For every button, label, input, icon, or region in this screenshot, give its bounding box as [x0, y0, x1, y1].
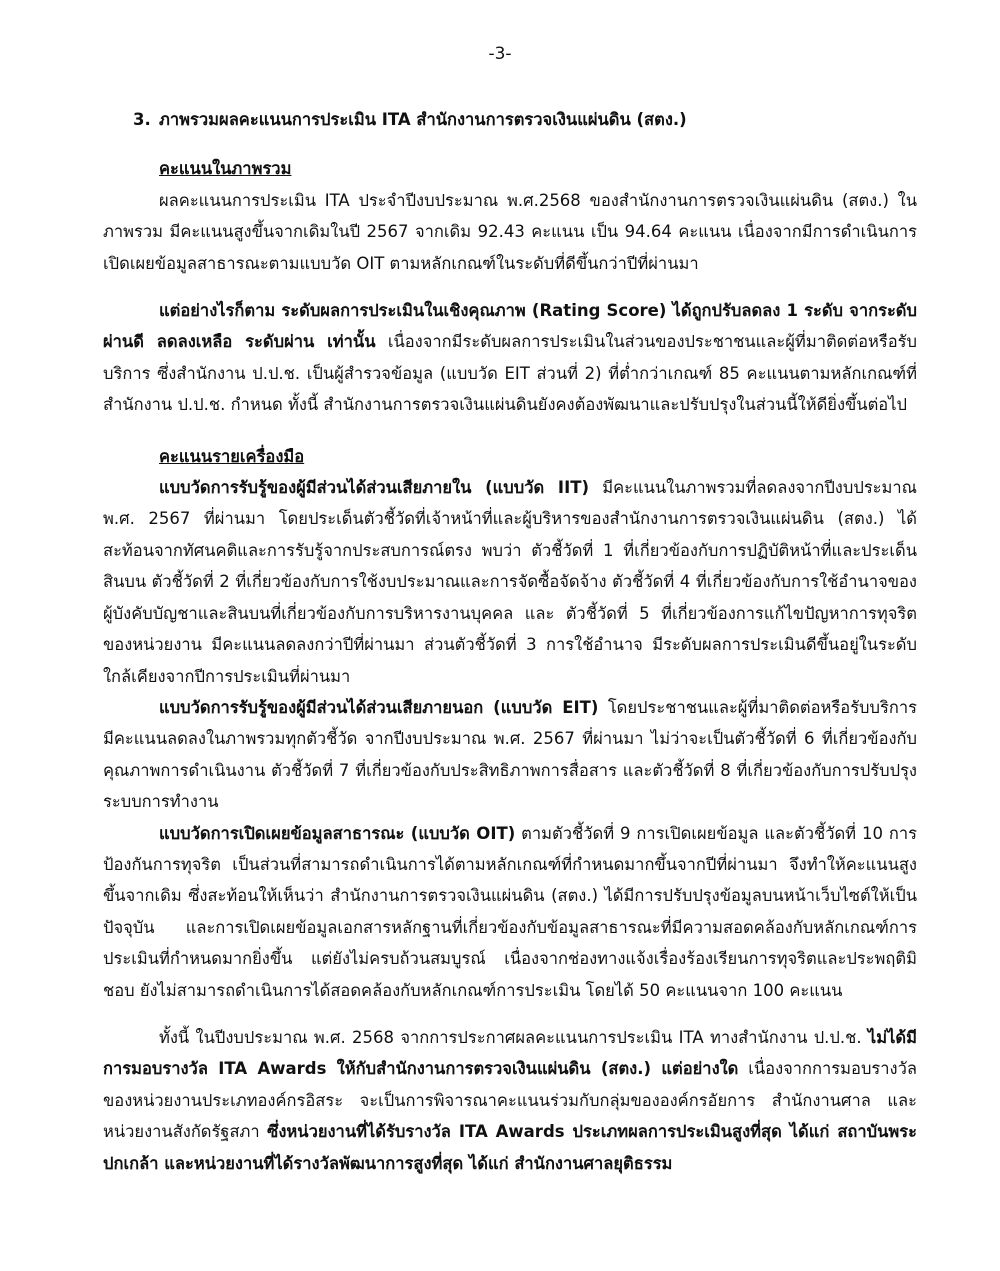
eit-title: แบบวัดการรับรู้ของผู้มีส่วนได้ส่วนเสียภายนอก (แบบวัด EIT) [159, 697, 599, 717]
closing-text-2: เนื่องจากการมอบรางวัลของหน่วยงานประเภทองค์กรอิสระ จะเป็นการพิจารณาคะแนนร่วมกับกลุ่มขององค์กรอัยการ สำนักงานศาล และหน่วยงานสังกัดรัฐสภา [103, 1059, 917, 1142]
section-title: ภาพรวมผลคะแนนการประเมิน ITA สำนักงานการตรวจเงินแผ่นดิน (สตง.) [159, 110, 687, 129]
section-number: 3. [133, 110, 151, 129]
iit-text: มีคะแนนในภาพรวมที่ลดลงจากปีงบประมาณ พ.ศ. 2567 ที่ผ่านมา โดยประเด็นตัวชี้วัดที่เจ้าหน้าที่และผู้บริหารของสำนักงานการตรวจเงินแผ่นดิน (สตง.) ได้สะท้อนจากทัศนคติและการรับรู้จากประสบการณ์ตรง พบว่า ตัวชี้วัดที่ 1 ที่เกี่ยวข้องกับการปฏิบัติหน้าที่และประเด็นสินบน ตัวชี้วัดที่ 2 ที่เกี่ยวข้องกับการใช้งบประมาณและการจัดซื้อจัดจ้าง ตัวชี้วัดที่ 4 ที่เกี่ยวข้องกับการใช้อำนาจของผู้บังคับบัญชาและสินบนที่เกี่ยวข้องกับการบริหารงานบุคคล และ ตัวชี้วัดที่ 5 ที่เกี่ยวข้องการแก้ไขปัญหาการทุจริตของหน่วยงาน มีคะแนนลดลงกว่าปีที่ผ่านมา ส่วนตัวชี้วัดที่ 3 การใช้อำนาจ มีระดับผลการประเมินดีขึ้นอยู่ในระดับใกล้เคียงจากปีการประเมินที่ผ่านมา [103, 478, 917, 686]
overall-paragraph-2 [103, 295, 917, 421]
closing-text-1: ทั้งนี้ ในปีงบประมาณ พ.ศ. 2568 จากการประกาศผลคะแนนการประเมิน ITA ทางสำนักงาน ป.ป.ช. [159, 1027, 868, 1047]
eit-paragraph [103, 692, 917, 818]
overall-paragraph-1-text: ผลคะแนนการประเมิน ITA ประจำปีงบประมาณ พ.ศ.2568 ของสำนักงานการตรวจเงินแผ่นดิน (สตง.) ในภาพรวม มีคะแนนสูงขึ้นจากเดิมในปี 2567 จากเดิม 92.43 คะแนน เป็น 94.64 คะแนน เนื่องจากมีการดำเนินการเปิดเผยข้อมูลสาธารณะตามแบบวัด OIT ตามหลักเกณฑ์ในระดับที่ดีขึ้นกว่าปีที่ผ่านมา [103, 190, 917, 273]
overall-paragraph-2-text: เนื่องจากมีระดับผลการประเมินในส่วนของประชาชนและผู้ที่มาติดต่อหรือรับบริการ ซึ่งสำนักงาน ป.ป.ช. เป็นผู้สำรวจข้อมูล (แบบวัด EIT ส่วนที่ 2) ที่ต่ำกว่าเกณฑ์ 85 คะแนนตามหลักเกณฑ์ที่สำนักงาน ป.ป.ช. กำหนด ทั้งนี้ สำนักงานการตรวจเงินแผ่นดินยังคงต้องพัฒนาและปรับปรุงในส่วนนี้ให้ดียิ่งขึ้นต่อไป [103, 332, 917, 415]
overall-score-heading: คะแนนในภาพรวม [159, 159, 292, 179]
document-body [103, 104, 917, 1179]
section-heading [103, 104, 917, 135]
rating-score-emphasis: แต่อย่างไรก็ตาม ระดับผลการประเมินในเชิงคุณภาพ (Rating Score) ได้ถูกปรับลดลง 1 ระดับ จากระดับผ่านดี ลดลงเหลือ ระดับผ่าน เท่านั้น [103, 301, 917, 352]
eit-text: โดยประชาชนและผู้ที่มาติดต่อหรือรับบริการ มีคะแนนลดลงในภาพรวมทุกตัวชี้วัด จากปีงบประมาณ พ.ศ. 2567 ที่ผ่านมา ไม่ว่าจะเป็นตัวชี้วัดที่ 6 ที่เกี่ยวข้องกับคุณภาพการดำเนินงาน ตัวชี้วัดที่ 7 ที่เกี่ยวข้องกับประสิทธิภาพการสื่อสาร และตัวชี้วัดที่ 8 ที่เกี่ยวข้องกับการปรับปรุงระบบการทำงาน [103, 697, 917, 812]
closing-paragraph [103, 1022, 917, 1179]
page-number: -3- [488, 44, 512, 64]
iit-title: แบบวัดการรับรู้ของผู้มีส่วนได้ส่วนเสียภายใน (แบบวัด IIT) [159, 478, 590, 498]
iit-paragraph [103, 472, 917, 692]
oit-text: ตามตัวชี้วัดที่ 9 การเปิดเผยข้อมูล และตัวชี้วัดที่ 10 การป้องกันการทุจริต เป็นส่วนที่สามารถดำเนินการได้ตามหลักเกณฑ์ที่กำหนดมากขึ้นจากปีที่ผ่านมา จึงทำให้คะแนนสูงขึ้นจากเดิม ซึ่งสะท้อนให้เห็นว่า สำนักงานการตรวจเงินแผ่นดิน (สตง.) ได้มีการปรับปรุงข้อมูลบนหน้าเว็บไซต์ให้เป็นปัจจุบัน และการเปิดเผยข้อมูลเอกสารหลักฐานที่เกี่ยวข้องกับข้อมูลสาธารณะที่มีความสอดคล้องกับหลักเกณฑ์การประเมินที่กำหนดมากยิ่งขึ้น แต่ยังไม่ครบถ้วนสมบูรณ์ เนื่องจากช่องทางแจ้งเรื่องร้องเรียนการทุจริตและประพฤติมิชอบ ยังไม่สามารถดำเนินการได้สอดคล้องกับหลักเกณฑ์การประเมิน โดยได้ 50 คะแนนจาก 100 คะแนน [103, 823, 918, 1000]
overall-paragraph-1 [103, 185, 917, 279]
tool-score-heading: คะแนนรายเครื่องมือ [159, 446, 305, 466]
no-award-emphasis: ไม่ได้มีการมอบรางวัล ITA Awards ให้กับสำนักงานการตรวจเงินแผ่นดิน (สตง.) แต่อย่างใด [103, 1027, 917, 1079]
oit-paragraph [103, 818, 917, 1006]
award-winners-emphasis: ซึ่งหน่วยงานที่ได้รับรางวัล ITA Awards ประเภทผลการประเมินสูงที่สุด ได้แก่ สถาบันพระปกเกล้า และหน่วยงานที่ได้รางวัลพัฒนาการสูงที่สุด ได้แก่ สำนักงานศาลยุติธรรม [103, 1122, 918, 1173]
oit-title: แบบวัดการเปิดเผยข้อมูลสาธารณะ (แบบวัด OIT) [159, 823, 516, 843]
